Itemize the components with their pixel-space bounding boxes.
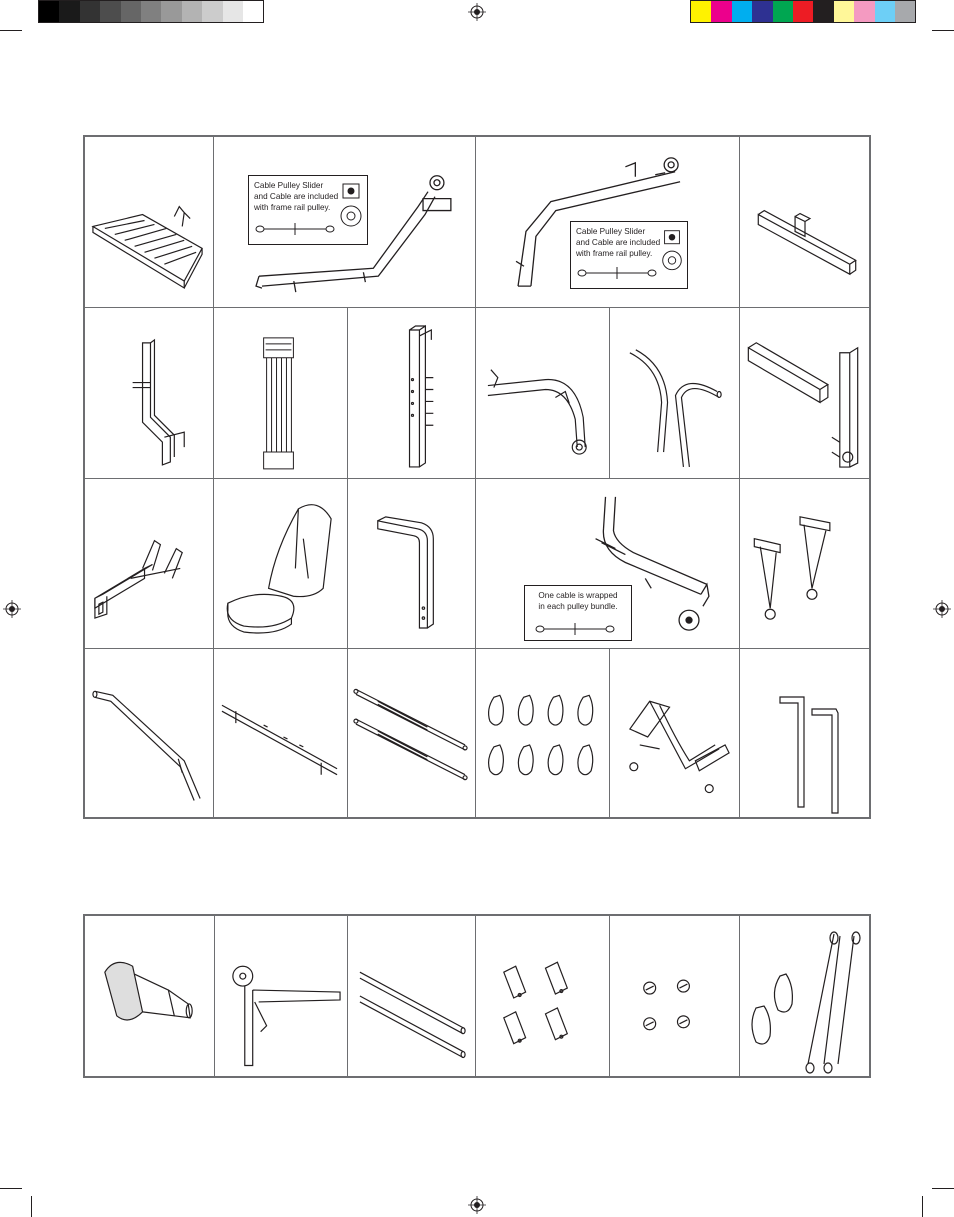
note-text: Cable Pulley Slider and Cable are included with frame rail pulley. xyxy=(576,227,661,258)
registration-mark-icon xyxy=(933,600,951,618)
grayscale-swatch xyxy=(243,1,263,22)
part-cell xyxy=(610,649,740,819)
part-cell xyxy=(610,916,740,1076)
color-swatch xyxy=(773,1,793,22)
axle-rods-icon xyxy=(348,916,475,1076)
color-swatch xyxy=(793,1,813,22)
grayscale-swatch xyxy=(80,1,100,22)
stirrup-handles-icon xyxy=(740,479,871,648)
cable-icon xyxy=(535,622,615,636)
crop-mark xyxy=(0,1188,22,1189)
cable-icon xyxy=(577,266,657,280)
part-cell xyxy=(476,479,740,649)
color-swatch xyxy=(711,1,731,22)
part-cell xyxy=(214,479,348,649)
part-cell xyxy=(85,137,214,308)
part-cell xyxy=(476,137,740,308)
back-support-icon xyxy=(348,479,475,648)
color-swatch xyxy=(813,1,833,22)
cable-hooks-icon xyxy=(740,916,871,1076)
end-caps-icon xyxy=(476,916,609,1076)
pulley-slider-icon xyxy=(337,180,365,236)
grayscale-swatch-strip xyxy=(38,0,264,23)
bolts-icon xyxy=(610,916,739,1076)
part-cell xyxy=(214,308,348,479)
cable-icon xyxy=(255,222,335,236)
part-cell xyxy=(740,649,871,819)
grayscale-swatch xyxy=(141,1,161,22)
part-cell xyxy=(214,649,348,819)
part-cell xyxy=(476,649,610,819)
slider-note-right xyxy=(570,221,688,289)
straight-bar-icon xyxy=(214,649,347,819)
registration-mark-icon xyxy=(468,1196,486,1214)
part-cell xyxy=(85,479,214,649)
part-cell xyxy=(348,916,476,1076)
parts-grid xyxy=(83,135,871,819)
color-swatch xyxy=(834,1,854,22)
slider-note-left xyxy=(248,175,368,245)
snap-hooks-icon xyxy=(476,649,609,819)
grayscale-swatch xyxy=(161,1,181,22)
hex-keys-icon xyxy=(740,649,871,819)
lat-bar-icon xyxy=(85,649,213,819)
part-cell xyxy=(348,308,476,479)
part-cell xyxy=(740,479,871,649)
pulley-slider-icon xyxy=(659,226,685,280)
part-cell xyxy=(476,308,610,479)
crop-mark xyxy=(932,1188,954,1189)
note-text: Cable Pulley Slider and Cable are included with frame rail pulley. xyxy=(254,181,339,212)
grayscale-swatch xyxy=(59,1,79,22)
grayscale-swatch xyxy=(202,1,222,22)
part-cell xyxy=(740,308,871,479)
part-cell xyxy=(85,916,215,1076)
handle-bar-icon xyxy=(610,308,739,478)
grayscale-swatch xyxy=(39,1,59,22)
foot-platform-icon xyxy=(85,137,213,307)
pulley-bracket-icon xyxy=(215,916,347,1076)
upright-post-icon xyxy=(348,308,475,478)
part-cell xyxy=(214,137,476,308)
grayscale-swatch xyxy=(223,1,243,22)
note-text: One cable is wrapped in each pulley bundle. xyxy=(538,591,618,611)
part-cell xyxy=(85,308,214,479)
color-swatch xyxy=(752,1,772,22)
part-cell xyxy=(740,137,871,308)
crop-mark xyxy=(0,30,22,31)
part-cell xyxy=(476,916,610,1076)
part-cell xyxy=(215,916,348,1076)
cross-base-icon xyxy=(740,137,871,307)
color-swatch-strip xyxy=(690,0,916,23)
side-bracket-icon xyxy=(85,308,213,478)
part-cell xyxy=(85,649,214,819)
weight-stack-icon xyxy=(214,308,347,478)
seat-bracket-icon xyxy=(85,479,213,648)
curved-arm-icon xyxy=(476,308,609,478)
rod-pair-icon xyxy=(348,649,475,819)
knob-pin-icon xyxy=(85,916,214,1076)
crop-mark xyxy=(932,30,954,31)
color-swatch xyxy=(895,1,915,22)
color-swatch xyxy=(691,1,711,22)
grayscale-swatch xyxy=(100,1,120,22)
part-cell xyxy=(348,649,476,819)
rear-post-icon xyxy=(740,308,871,478)
leg-extension-icon xyxy=(610,649,739,819)
part-cell xyxy=(740,916,871,1076)
grayscale-swatch xyxy=(182,1,202,22)
color-swatch xyxy=(732,1,752,22)
part-cell xyxy=(348,479,476,649)
registration-mark-icon xyxy=(3,600,21,618)
bundle-note xyxy=(524,585,632,641)
color-swatch xyxy=(875,1,895,22)
crop-mark xyxy=(922,1196,923,1217)
crop-mark xyxy=(31,1196,32,1217)
color-swatch xyxy=(854,1,874,22)
registration-mark-icon xyxy=(468,3,486,21)
hardware-grid xyxy=(83,914,871,1078)
grayscale-swatch xyxy=(121,1,141,22)
seat-backrest-icon xyxy=(214,479,347,648)
part-cell xyxy=(610,308,740,479)
